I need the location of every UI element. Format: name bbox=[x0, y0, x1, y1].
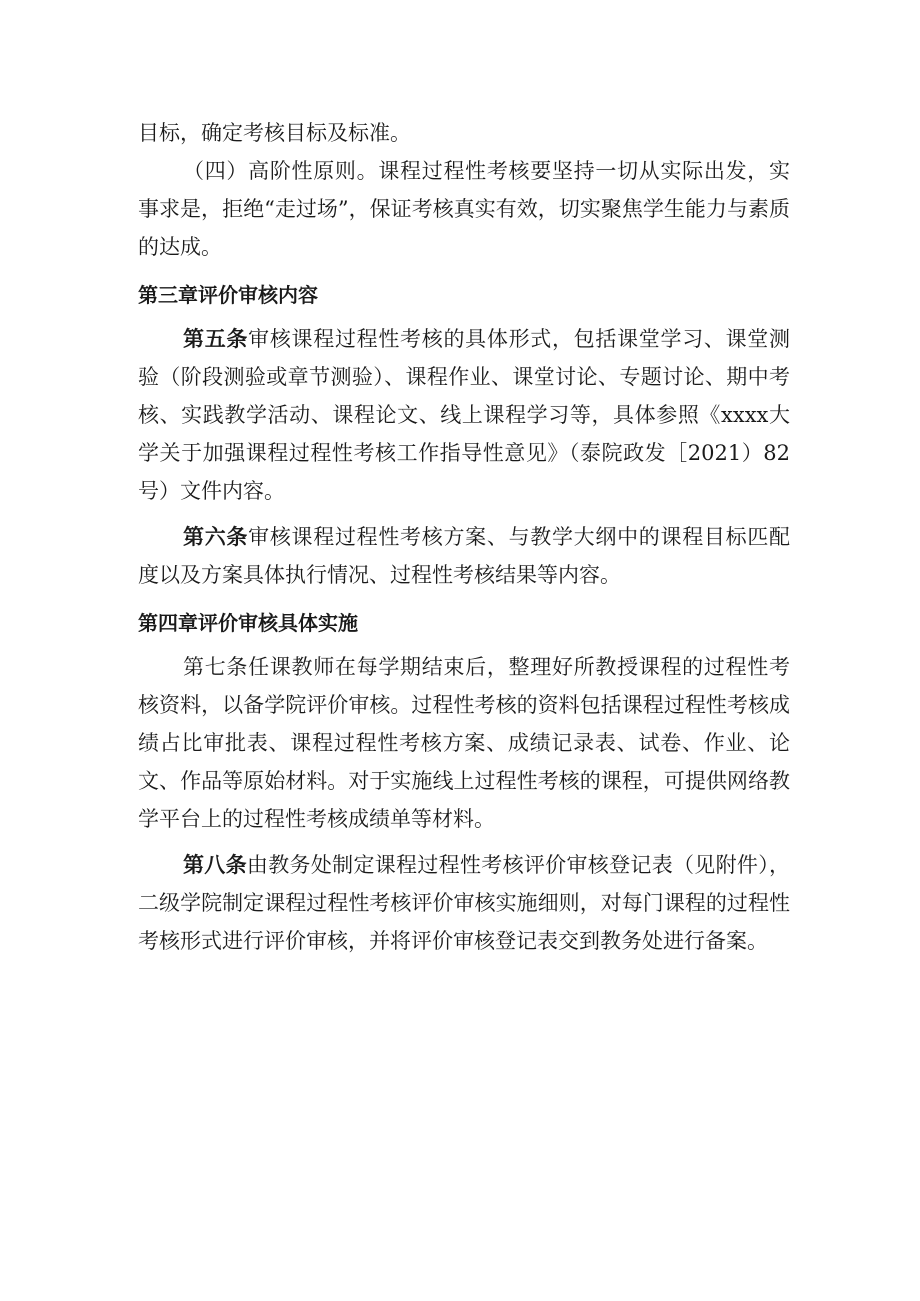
chapter-4-title: 第四章评价审核具体实施 bbox=[138, 611, 358, 635]
document-body bbox=[138, 114, 790, 960]
article-5-text: 审核课程过程性考核的具体形式，包括课堂学习、课堂测验（阶段测验或章节测验）、课程作业、课堂讨论、专题讨论、期中考核、实践教学活动、课程论文、线上课程学习等，具体参照《xxxx大学关于加强课程过程性考核工作指导性意见》（泰院政发［2021）82号）文件内容。 bbox=[138, 327, 791, 503]
article-6-text: 审核课程过程性考核方案、与教学大纲中的课程目标匹配度以及方案具体执行情况、过程性考核结果等内容。 bbox=[138, 525, 791, 587]
paragraph-principle-4: （四）高阶性原则。课程过程性考核要坚持一切从实际出发，实事求是，拒绝“走过场”，保证考核真实有效，切实聚焦学生能力与素质的达成。 bbox=[138, 159, 790, 259]
article-8-label: 第八条 bbox=[183, 853, 247, 877]
article-5-label: 第五条 bbox=[183, 327, 249, 351]
article-8 bbox=[138, 846, 790, 960]
article-6-label: 第六条 bbox=[183, 525, 249, 549]
article-5 bbox=[138, 320, 790, 510]
paragraph-continuation: 目标，确定考核目标及标准。 bbox=[138, 121, 411, 145]
article-8-text: 由教务处制定课程过程性考核评价审核登记表（见附件），二级学院制定课程过程性考核评价审核实施细则，对每门课程的过程性考核形式进行评价审核，并将评价审核登记表交到教务处进行备案。 bbox=[138, 853, 791, 953]
chapter-3-title: 第三章评价审核内容 bbox=[138, 283, 318, 307]
article-7: 第七条任课教师在每学期结束后，整理好所教授课程的过程性考核资料，以备学院评价审核。过程性考核的资料包括课程过程性考核成绩占比审批表、课程过程性考核方案、成绩记录表、试卷、作业、论文、作品等原始材料。对于实施线上过程性考核的课程，可提供网络教学平台上的过程性考核成绩单等材料。 bbox=[138, 655, 790, 831]
article-6 bbox=[138, 518, 790, 594]
